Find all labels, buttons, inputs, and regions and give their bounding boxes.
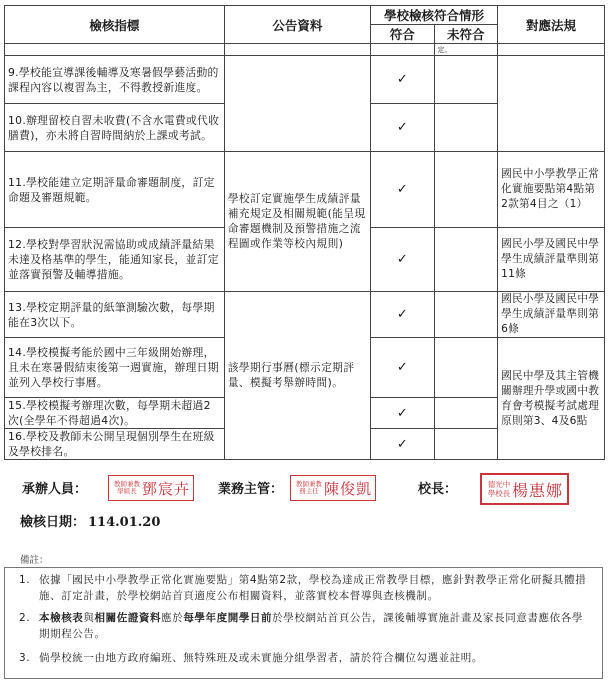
header-indicator: 檢核指標 <box>5 6 225 44</box>
carry-row-note: 定。 <box>434 44 498 56</box>
remark-number: 3. <box>19 652 31 664</box>
remark-text: 倘學校統一由地方政府編班、無特殊班及或未實施分組學習者，請於符合欄位勾選並註明。 <box>39 652 483 664</box>
check-mark-icon: ✓ <box>371 429 435 460</box>
regulation-teaching-normalization: 國民中小學教學正常化實施要點第4點第2款第4目之（1） <box>498 152 605 228</box>
handler-stamp <box>108 475 194 501</box>
check-date <box>20 511 160 530</box>
remark-text <box>39 610 589 642</box>
indicator-11: 11.學校能建立定期評量命審題制度，訂定命題及審題規範。 <box>5 152 225 228</box>
supervisor-label: 業務主管： <box>218 482 284 497</box>
table-row <box>5 56 605 104</box>
check-mark-icon: ✓ <box>371 152 435 228</box>
regulation-grading-article-6: 國民小學及國民中學學生成績評量準則第6條 <box>498 292 605 338</box>
check-date-value: 114.01.20 <box>88 515 161 530</box>
principal-stamp-name: 楊惠娜 <box>512 480 564 500</box>
check-mark-icon: ✓ <box>371 56 435 104</box>
noncompliant-cell <box>434 398 498 429</box>
remark-text: 依據「國民中小學教學正常化實施要點」第4點第2款，學校為達成正常教學目標，應針對教學正常化研擬具體措施、訂定計畫，於學校網站首頁適度公布相關資料，並落實校本督導與查核機制。 <box>39 574 587 602</box>
noncompliant-cell <box>434 228 498 292</box>
indicator-14: 14.學校模擬考能於國中三年級開始辦理，且未在寒暑假結束後第一週實施，辦理日期並列入學校行事曆。 <box>5 338 225 398</box>
remark-text-part: 於學校網站首頁公告，課後輔導實施計畫及家長同意書應依各學期期程公告。 <box>39 612 583 640</box>
noncompliant-cell <box>434 338 498 398</box>
remarks-label: 備註： <box>20 555 49 566</box>
remark-number: 1. <box>19 574 31 586</box>
principal-stamp <box>480 473 569 505</box>
check-mark-icon: ✓ <box>371 398 435 429</box>
remark-item-1 <box>19 572 594 604</box>
indicator-13: 13.學校定期評量的紙筆測驗次數，每學期能在3次以下。 <box>5 292 225 338</box>
remark-number: 2. <box>19 612 31 624</box>
regulation-mock-exam: 國民中學及其主管機關辦理升學或國中教育會考模擬考試處理原則第3、4及6點 <box>498 338 605 460</box>
check-date-label: 檢核日期： <box>20 515 86 530</box>
table-row <box>5 152 605 228</box>
header-compliance-group: 學校檢核符合情形 <box>371 6 498 25</box>
principal-stamp-title: 德光中學校長 <box>487 480 511 498</box>
remark-emphasis: 相關佐證資料 <box>94 612 162 624</box>
indicator-12: 12.學校對學習狀況需協助或成績評量結果未達及格基準的學生，能通知家長，並訂定並落實預警及輔導措施。 <box>5 228 225 292</box>
handler-label: 承辦人員： <box>22 482 88 497</box>
remark-text-part: 應於 <box>161 612 184 624</box>
check-mark-icon: ✓ <box>371 228 435 292</box>
supervisor-stamp <box>290 475 376 501</box>
remark-emphasis: 每學年度開學日前 <box>183 612 273 624</box>
remark-text-part: 與 <box>83 612 95 624</box>
handler-stamp-name: 鄧宸卉 <box>142 479 191 498</box>
supervisor-stamp-name: 陳俊凱 <box>324 479 373 498</box>
header-regulation: 對應法規 <box>498 6 605 44</box>
regulation-grading-article-11: 國民小學及國民中學學生成績評量準則第11條 <box>498 228 605 292</box>
carry-row-regulation <box>498 44 605 56</box>
noncompliant-cell <box>434 152 498 228</box>
principal-label: 校長： <box>418 482 458 497</box>
indicator-9: 9.學校能宣導課後輔導及寒暑假學藝活動的課程內容以複習為主，不得教授新進度。 <box>5 56 225 104</box>
remark-emphasis: 本檢核表 <box>39 612 84 624</box>
carry-row-announcement <box>224 44 370 56</box>
remark-item-3 <box>19 650 594 666</box>
remarks-box <box>4 567 603 679</box>
noncompliant-cell <box>434 292 498 338</box>
check-mark-icon: ✓ <box>371 292 435 338</box>
header-compliant: 符合 <box>371 25 435 44</box>
checklist-table <box>4 5 605 460</box>
announcement-empty-a <box>224 56 370 152</box>
announcement-semester-calendar: 該學期行事曆(標示定期評量、模擬考舉辦時間)。 <box>224 292 370 460</box>
table-row <box>5 292 605 338</box>
header-noncompliant: 未符合 <box>434 25 498 44</box>
header-announcement: 公告資料 <box>224 6 370 44</box>
indicator-16: 16.學校及教師未公開呈現個別學生在班級及學校排名。 <box>5 429 225 460</box>
indicator-15: 15.學校模擬考辦理次數，每學期未超過2次(全學年不得超過4次)。 <box>5 398 225 429</box>
supervisor-stamp-title: 教師兼教務主任 <box>296 479 322 495</box>
check-mark-icon: ✓ <box>371 104 435 152</box>
announcement-grading-rules: 學校訂定實施學生成績評量補充規定及相關規範(能呈現命審題機制及預警措施之流程圖或作業等校內規則) <box>224 152 370 292</box>
regulation-empty-a <box>498 56 605 152</box>
indicator-10: 10.辦理留校自習未收費(不含水電費或代收膳費)，亦未將自習時間納於上課或考試。 <box>5 104 225 152</box>
noncompliant-cell <box>434 104 498 152</box>
handler-stamp-title: 教師兼教學組長 <box>114 479 140 495</box>
remark-item-2 <box>19 610 594 642</box>
carry-row-indicator <box>5 44 225 56</box>
carry-row-compliant <box>371 44 435 56</box>
check-mark-icon: ✓ <box>371 338 435 398</box>
noncompliant-cell <box>434 429 498 460</box>
noncompliant-cell <box>434 56 498 104</box>
